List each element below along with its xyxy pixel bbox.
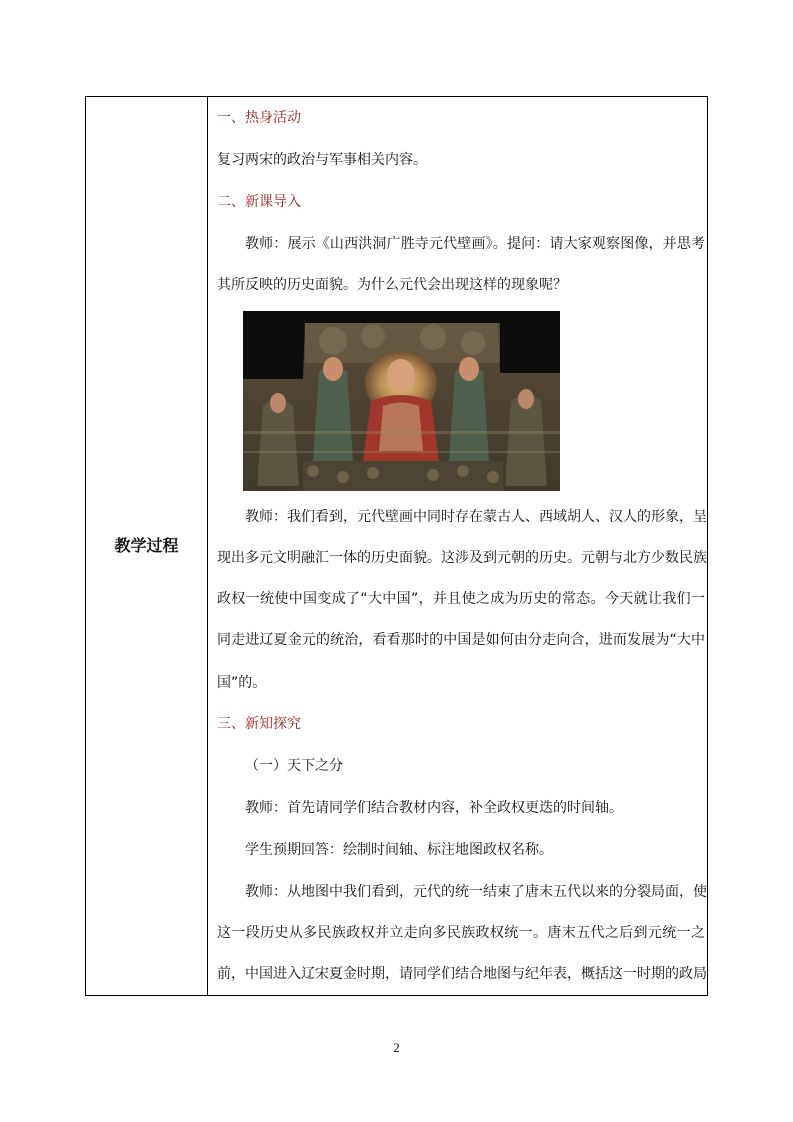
intro-paragraph-2-line-5: 国”的。 (217, 675, 267, 691)
explore-paragraph-3-line-2: 这一段历史从多民族政权并立走向多民族政权统一。唐末五代之后到元统一之 (217, 925, 705, 941)
mural-painting (243, 311, 560, 491)
intro-paragraph-2-line-1: 教师：我们看到，元代壁画中同时存在蒙古人、西域胡人、汉人的形象，呈 (245, 509, 707, 525)
intro-paragraph-2-line-3: 政权一统使中国变成了“大中国”，并且使之成为历史的常态。今天就让我们一 (217, 591, 705, 607)
warmup-text: 复习两宋的政治与军事相关内容。 (217, 152, 427, 168)
column-divider (207, 97, 208, 995)
mural-image (243, 311, 560, 491)
explore-paragraph-2: 学生预期回答：绘制时间轴、标注地图政权名称。 (245, 842, 553, 858)
warmup-heading: 一、热身活动 (217, 110, 301, 126)
explore-paragraph-3-line-3: 前，中国进入辽宋夏金时期，请同学们结合地图与纪年表，概括这一时期的政局 (217, 966, 707, 982)
lesson-table (85, 96, 708, 996)
intro-paragraph-1-line-1: 教师：展示《山西洪洞广胜寺元代壁画》。提问：请大家观察图像，并思考 (245, 236, 705, 252)
intro-paragraph-2-line-2: 现出多元文明融汇一体的历史面貌。这涉及到元朝的历史。元朝与北方少数民族 (217, 550, 707, 566)
row-label: 教学过程 (114, 536, 179, 555)
explore-paragraph-3-line-1: 教师：从地图中我们看到，元代的统一结束了唐末五代以来的分裂局面，使 (245, 884, 707, 900)
explore-subheading: （一）天下之分 (245, 758, 343, 774)
page-number: 2 (393, 1040, 400, 1055)
intro-paragraph-1-line-2: 其所反映的历史面貌。为什么元代会出现这样的现象呢？ (217, 277, 567, 293)
intro-paragraph-2-line-4: 同走进辽夏金元的统治，看看那时的中国是如何由分走向合，进而发展为“大中 (217, 632, 705, 648)
explore-paragraph-1: 教师：首先请同学们结合教材内容，补全政权更迭的时间轴。 (245, 800, 623, 816)
explore-heading: 三、新知探究 (217, 716, 301, 732)
intro-heading: 二、新课导入 (217, 194, 301, 210)
